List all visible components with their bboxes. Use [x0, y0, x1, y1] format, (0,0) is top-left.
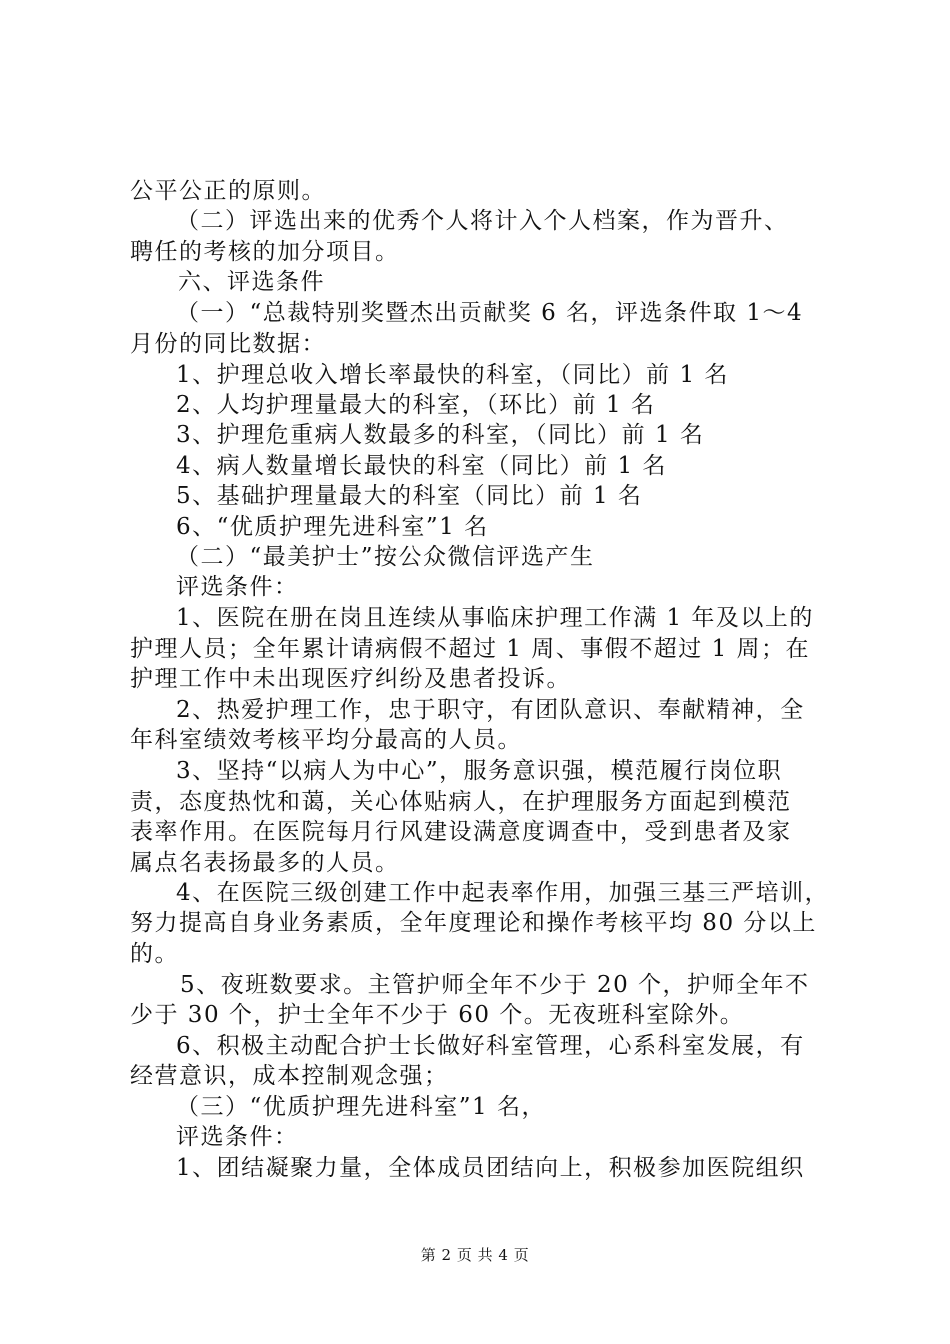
text-line: 护理人员；全年累计请病假不超过 1 周、事假不超过 1 周；在 — [130, 636, 811, 662]
list-item: 2、人均护理量最大的科室，（环比）前 1 名 — [176, 392, 656, 418]
list-item: 6、积极主动配合护士长做好科室管理，心系科室发展，有 — [176, 1033, 805, 1059]
text-line: 护理工作中未出现医疗纠纷及患者投诉。 — [130, 666, 571, 692]
list-item: 1、医院在册在岗且连续从事临床护理工作满 1 年及以上的 — [176, 605, 814, 631]
text-line: 经营意识，成本控制观念强； — [130, 1063, 449, 1089]
text-line: 年科室绩效考核平均分最高的人员。 — [130, 727, 522, 753]
text-line: 责，态度热忱和蔼，关心体贴病人，在护理服务方面起到模范 — [130, 789, 792, 815]
text-line: 努力提高自身业务素质，全年度理论和操作考核平均 80 分以上 — [130, 910, 817, 936]
text-line: 评选条件： — [176, 574, 299, 600]
list-item: 4、病人数量增长最快的科室（同比）前 1 名 — [176, 453, 667, 479]
text-line: 属点名表扬最多的人员。 — [130, 850, 400, 876]
list-item: 1、护理总收入增长率最快的科室，（同比）前 1 名 — [176, 362, 729, 388]
text-line: 公平公正的原则。 — [130, 178, 326, 204]
text-line: 的。 — [130, 941, 179, 967]
text-line: 聘任的考核的加分项目。 — [130, 239, 400, 265]
list-item: 3、护理危重病人数最多的科室，（同比）前 1 名 — [176, 422, 705, 448]
list-item: 6、“优质护理先进科室”1 名 — [176, 514, 489, 540]
list-item: 5、基础护理量最大的科室（同比）前 1 名 — [176, 483, 643, 509]
text-line: 月份的同比数据： — [130, 331, 326, 357]
list-item: 2、热爱护理工作，忠于职守，有团队意识、奉献精神，全 — [176, 697, 805, 723]
text-line: （二）“最美护士”按公众微信评选产生 — [176, 544, 595, 570]
text-line: 评选条件： — [176, 1124, 299, 1150]
section-heading: 六、评选条件 — [178, 269, 325, 295]
page-number-footer: 第 2 页 共 4 页 — [420, 1246, 530, 1264]
text-line: （二）评选出来的优秀个人将计入个人档案，作为晋升、 — [176, 208, 789, 234]
list-item: 1、团结凝聚力量，全体成员团结向上，积极参加医院组织 — [176, 1155, 805, 1181]
list-item: 5、夜班数要求。主管护师全年不少于 20 个，护师全年不 — [180, 972, 810, 998]
text-line: 表率作用。在医院每月行风建设满意度调查中，受到患者及家 — [130, 819, 792, 845]
text-line: （三）“优质护理先进科室”1 名， — [176, 1094, 546, 1120]
list-item: 4、在医院三级创建工作中起表率作用，加强三基三严培训， — [176, 880, 830, 906]
text-line: （一）“总裁特别奖暨杰出贡献奖 6 名，评选条件取 1～4 — [176, 300, 804, 326]
text-line: 少于 30 个，护士全年不少于 60 个。无夜班科室除外。 — [130, 1002, 745, 1028]
list-item: 3、坚持“以病人为中心”，服务意识强，模范履行岗位职 — [176, 758, 783, 784]
